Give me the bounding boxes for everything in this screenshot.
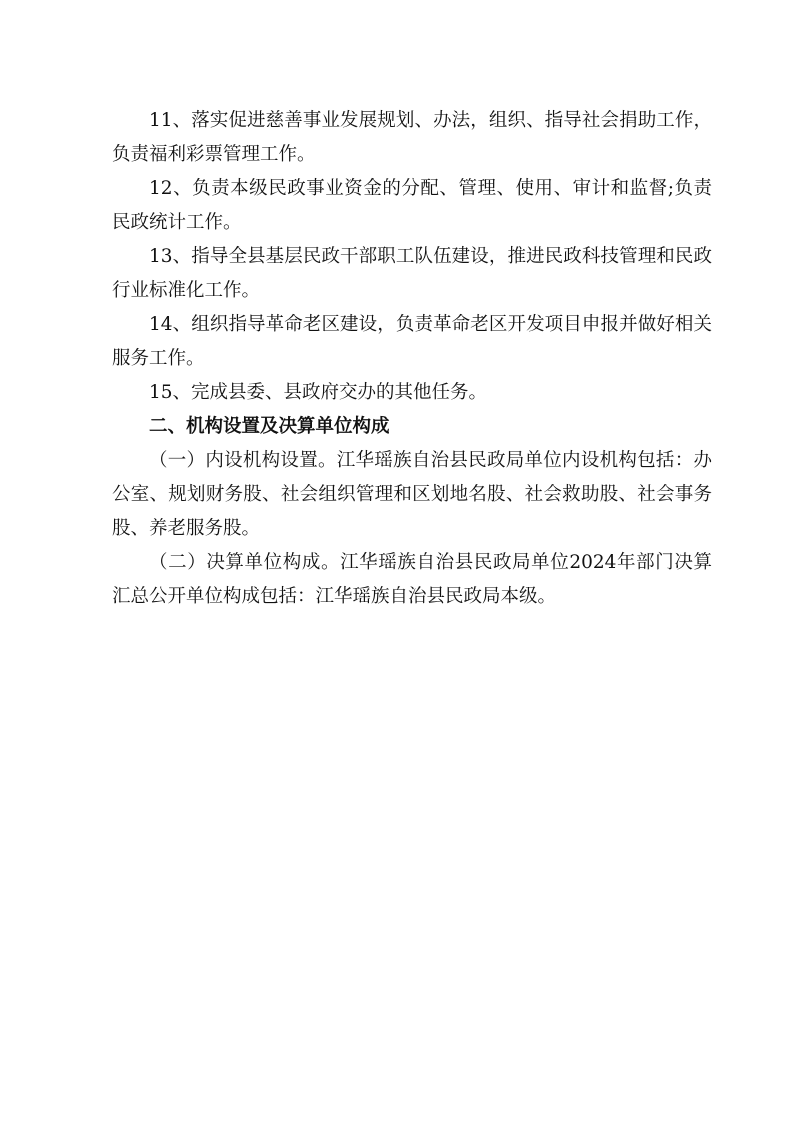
duty-item-15: 15、完成县委、县政府交办的其他任务。 <box>149 382 488 403</box>
duty-item-11: 11、落实促进慈善事业发展规划、办法，组织、指导社会捐助工作，负责福利彩票管理工作。 <box>112 110 712 165</box>
duty-item-12: 12、负责本级民政事业资金的分配、管理、使用、审计和监督;负责民政统计工作。 <box>112 178 712 233</box>
accounting-unit-paragraph: （二）决算单位构成。江华瑶族自治县民政局单位2024年部门决算汇总公开单位构成包括：江华瑶族自治县民政局本级。 <box>112 552 712 607</box>
duty-item-13: 13、指导全县基层民政干部职工队伍建设，推进民政科技管理和民政行业标准化工作。 <box>112 246 712 301</box>
internal-structure-paragraph: （一）内设机构设置。江华瑶族自治县民政局单位内设机构包括：办公室、规划财务股、社会组织管理和区划地名股、社会救助股、社会事务股、养老服务股。 <box>112 450 712 539</box>
duty-item-14: 14、组织指导革命老区建设，负责革命老区开发项目申报并做好相关服务工作。 <box>112 314 712 369</box>
document-body <box>112 104 712 614</box>
section-heading: 二、机构设置及决算单位构成 <box>149 416 390 437</box>
